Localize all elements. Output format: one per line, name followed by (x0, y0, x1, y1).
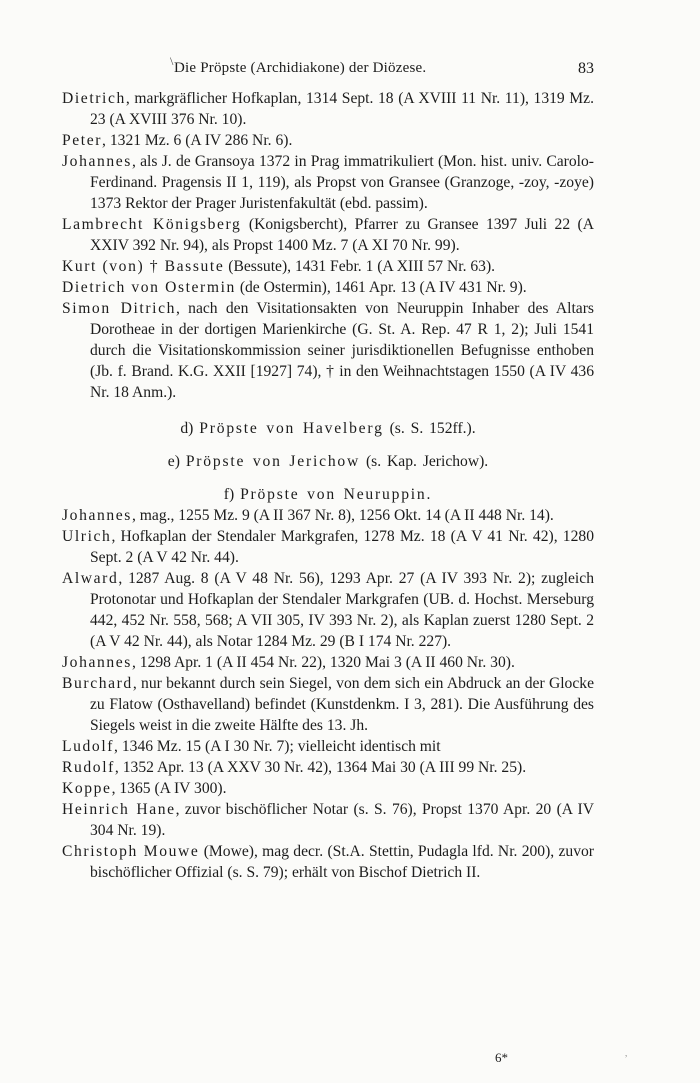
entry (62, 256, 594, 277)
book-page (62, 54, 628, 1068)
entry (62, 736, 594, 757)
entry-text: , mag., 1255 Mz. 9 (A II 367 Nr. 8), 1256 Okt. 14 (A II 448 Nr. 14). (131, 507, 554, 524)
entry-name: Heinrich Hane (62, 801, 176, 818)
entry-text: , 1298 Apr. 1 (A II 454 Nr. 22), 1320 Mai 3 (A II 460 Nr. 30). (131, 654, 515, 671)
entry (62, 214, 594, 256)
entry-name: Johannes (62, 654, 132, 671)
entry-name: Johannes (62, 153, 132, 170)
entry-name: Burchard (62, 675, 133, 692)
entry (62, 298, 594, 403)
section-ref: (s. S. 152ff.). (389, 420, 476, 437)
section-ref: (s. Kap. Jerichow). (365, 453, 489, 470)
margin-speck: , (625, 1048, 628, 1058)
entry (62, 130, 594, 151)
entry (62, 673, 594, 736)
entry-text: (Konigsbercht), Pfarrer zu Gransee 1397 Juli 22 (A XXIV 392 Nr. 94), als Propst 1400 Mz. 7 (A XI 70 Nr. 99). (90, 216, 595, 254)
entry (62, 841, 594, 883)
entry-text: , 1321 Mz. 6 (A IV 286 Nr. 6). (102, 132, 293, 149)
entry (62, 88, 594, 130)
entry (62, 505, 594, 526)
entry-text: , zuvor bischöflicher Notar (s. S. 76), Propst 1370 Apr. 20 (A IV 304 Nr. 19). (90, 801, 595, 839)
entry (62, 652, 594, 673)
entry-list-neuruppin (62, 505, 594, 883)
entry-list-gransee (62, 88, 594, 403)
entry-name: Lambrecht Königsberg (62, 216, 242, 233)
entry (62, 757, 594, 778)
entry-name: Kurt (von) † Bassute (62, 258, 225, 275)
entry-name: Peter (62, 132, 103, 149)
section-title: Pröpste von Jerichow (185, 453, 361, 470)
entry-text: , 1352 Apr. 13 (A XXV 30 Nr. 42), 1364 Mai 30 (A III 99 Nr. 25). (114, 759, 527, 776)
entry-text: , 1287 Aug. 8 (A V 48 Nr. 56), 1293 Apr. 27 (A IV 393 Nr. 2); zugleich Protonotar und Hofkaplan der Stendaler Markgrafen (UB. d. Hochst. Merseburg 442, 452 Nr. 558, 568; A VII 305, IV 393 Nr. 2), als Kaplan zuerst 1280 Sept. 2 (A V 42 Nr. 44), als Notar 1284 Mz. 29 (B I 174 Nr. 227). (90, 570, 594, 650)
entry-text: , 1365 (A IV 300). (111, 780, 227, 797)
entry-text: , als J. de Gransoya 1372 in Prag immatrikuliert (Mon. hist. univ. Carolo-Ferdinand. Pragensis II 1, 119), als Propst von Gransee (Granzoge, -zoy, -zoye) 1373 Rektor der Prager Juristenfakultät (ebd. passim). (90, 153, 594, 212)
entry-name: Ludolf (62, 738, 115, 755)
entry (62, 526, 594, 568)
section-letter: d) (180, 420, 194, 437)
printer-signature: 6* (495, 1050, 508, 1065)
entry-text: (de Ostermin), 1461 Apr. 13 (A IV 431 Nr. 9). (235, 279, 527, 296)
section-heading-neuruppin (62, 484, 594, 505)
section-title: Pröpste von Havelberg (199, 420, 384, 437)
entry-name: Johannes (62, 507, 132, 524)
header-mark: \ (170, 54, 174, 68)
entry-name: Dietrich von Ostermin (62, 279, 236, 296)
entry-name: Ulrich (62, 528, 112, 545)
section-heading-havelberg (62, 418, 594, 439)
entry-text: , 1346 Mz. 15 (A I 30 Nr. 7); vielleicht identisch mit (114, 738, 441, 755)
entry-name: Alward (62, 570, 119, 587)
entry (62, 568, 594, 652)
entry (62, 277, 594, 298)
entry (62, 778, 594, 799)
entry-text: , markgräflicher Hofkaplan, 1314 Sept. 18 (A XVIII 11 Nr. 11), 1319 Mz. 23 (A XVIII 376 Nr. 10). (90, 90, 594, 128)
running-header (62, 54, 594, 88)
entry-name: Christoph Mouwe (62, 843, 200, 860)
section-heading-jerichow (62, 451, 594, 472)
entry-name: Rudolf (62, 759, 115, 776)
entry-text: (Bessute), 1431 Febr. 1 (A XIII 57 Nr. 63). (224, 258, 496, 275)
entry-text: (Mowe), mag decr. (St.A. Stettin, Pudagla lfd. Nr. 200), zuvor bischöflicher Offizial (s. S. 79); erhält von Bischof Dietrich II. (90, 843, 594, 881)
entry (62, 799, 594, 841)
entry-name: Koppe (62, 780, 112, 797)
entry-name: Dietrich (62, 90, 126, 107)
running-title: Die Pröpste (Archidiakone) der Diözese. (174, 60, 427, 76)
entry-name: Simon Ditrich (62, 300, 176, 317)
entry-text: , nur bekannt durch sein Siegel, von dem sich ein Abdruck an der Glocke zu Flatow (Osthavelland) befindet (Kunstdenkm. I 3, 281). Die Ausführung des Siegels weist in die zweite Hälfte des 13. Jh. (90, 675, 594, 734)
entry-text: , Hofkaplan der Stendaler Markgrafen, 1278 Mz. 18 (A V 41 Nr. 42), 1280 Sept. 2 (A V 42 Nr. 44). (90, 528, 594, 566)
entry (62, 151, 594, 214)
entry-text: , nach den Visitationsakten von Neuruppin Inhaber des Altars Dorotheae in der dortigen Marienkirche (G. St. A. Rep. 47 R 1, 2); Juli 1541 durch die Visitationskommission seiner jurisdiktionellen Befugnisse enthoben (Jb. f. Brand. K.G. XXII [1927] 74), † in den Weihnachtstagen 1550 (A IV 436 Nr. 18 Anm.). (90, 300, 594, 401)
page-number: 83 (578, 60, 594, 77)
section-letter: e) (167, 453, 180, 470)
section-title: Pröpste von Neuruppin. (240, 486, 433, 503)
section-letter: f) (223, 486, 235, 503)
